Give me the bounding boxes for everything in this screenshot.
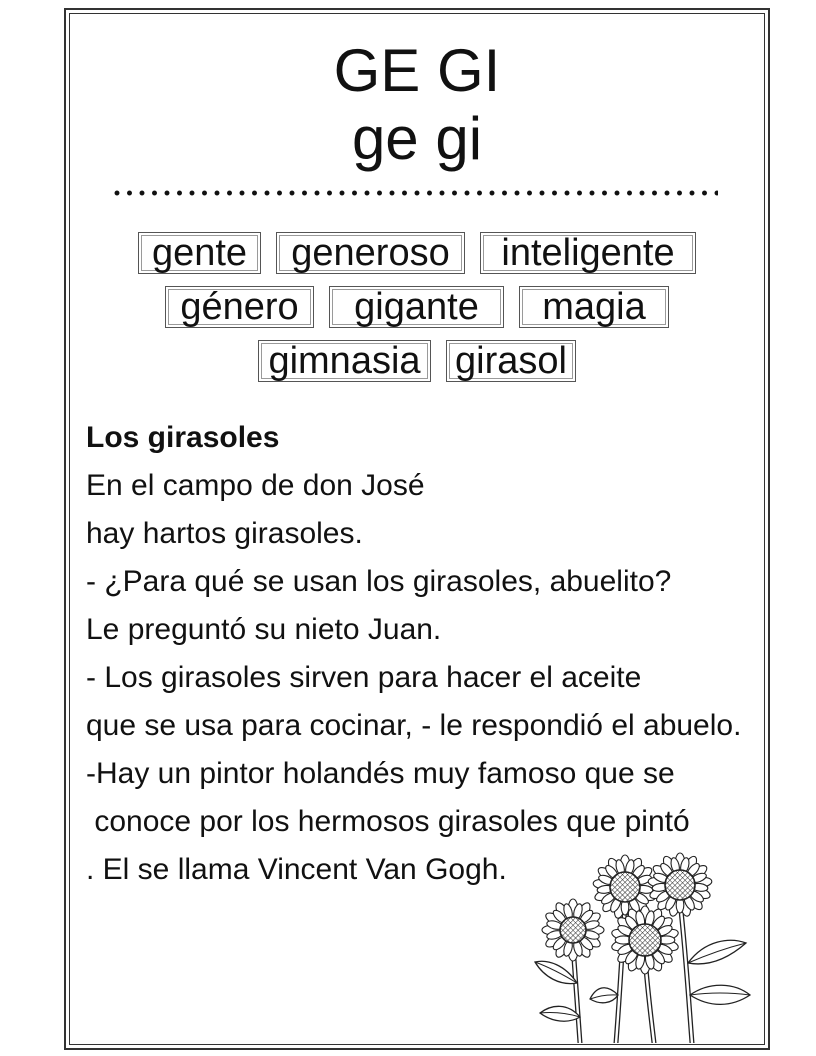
word-box-gente: gente	[138, 232, 261, 274]
word-box-gimnasia: gimnasia	[258, 340, 431, 382]
title-uppercase: GE GI	[333, 37, 501, 104]
story-heading: Los girasoles	[86, 421, 280, 454]
dotted-divider	[114, 190, 718, 196]
sunflower-head	[542, 899, 604, 961]
story	[86, 414, 756, 894]
word-box-generoso: generoso	[276, 232, 465, 274]
word-row	[64, 340, 770, 382]
story-line: . El se llama Vincent Van Gogh.	[86, 853, 507, 886]
story-line: -Hay un pintor holandés muy famoso que se	[86, 757, 675, 790]
story-line: - ¿Para qué se usan los girasoles, abuelito?	[86, 565, 672, 598]
word-box-girasol: girasol	[446, 340, 576, 382]
word-row	[64, 232, 770, 274]
title-lowercase: ge gi	[351, 105, 483, 172]
word-box-magia: magia	[519, 286, 669, 328]
story-line: - Los girasoles sirven para hacer el aceite	[86, 661, 642, 694]
word-box-gigante: gigante	[329, 286, 504, 328]
word-box-genero: género	[165, 286, 314, 328]
story-line: En el campo de don José	[86, 469, 425, 502]
word-box-inteligente: inteligente	[480, 232, 696, 274]
story-line: que se usa para cocinar, - le respondió el abuelo.	[86, 709, 742, 742]
sunflower-head	[648, 853, 713, 917]
sunflowers-icon	[530, 845, 755, 1043]
story-line: hay hartos girasoles.	[86, 517, 363, 550]
word-row	[64, 286, 770, 328]
story-line: Le preguntó su nieto Juan.	[86, 613, 442, 646]
story-line: conoce por los hermosos girasoles que pintó	[86, 805, 690, 838]
